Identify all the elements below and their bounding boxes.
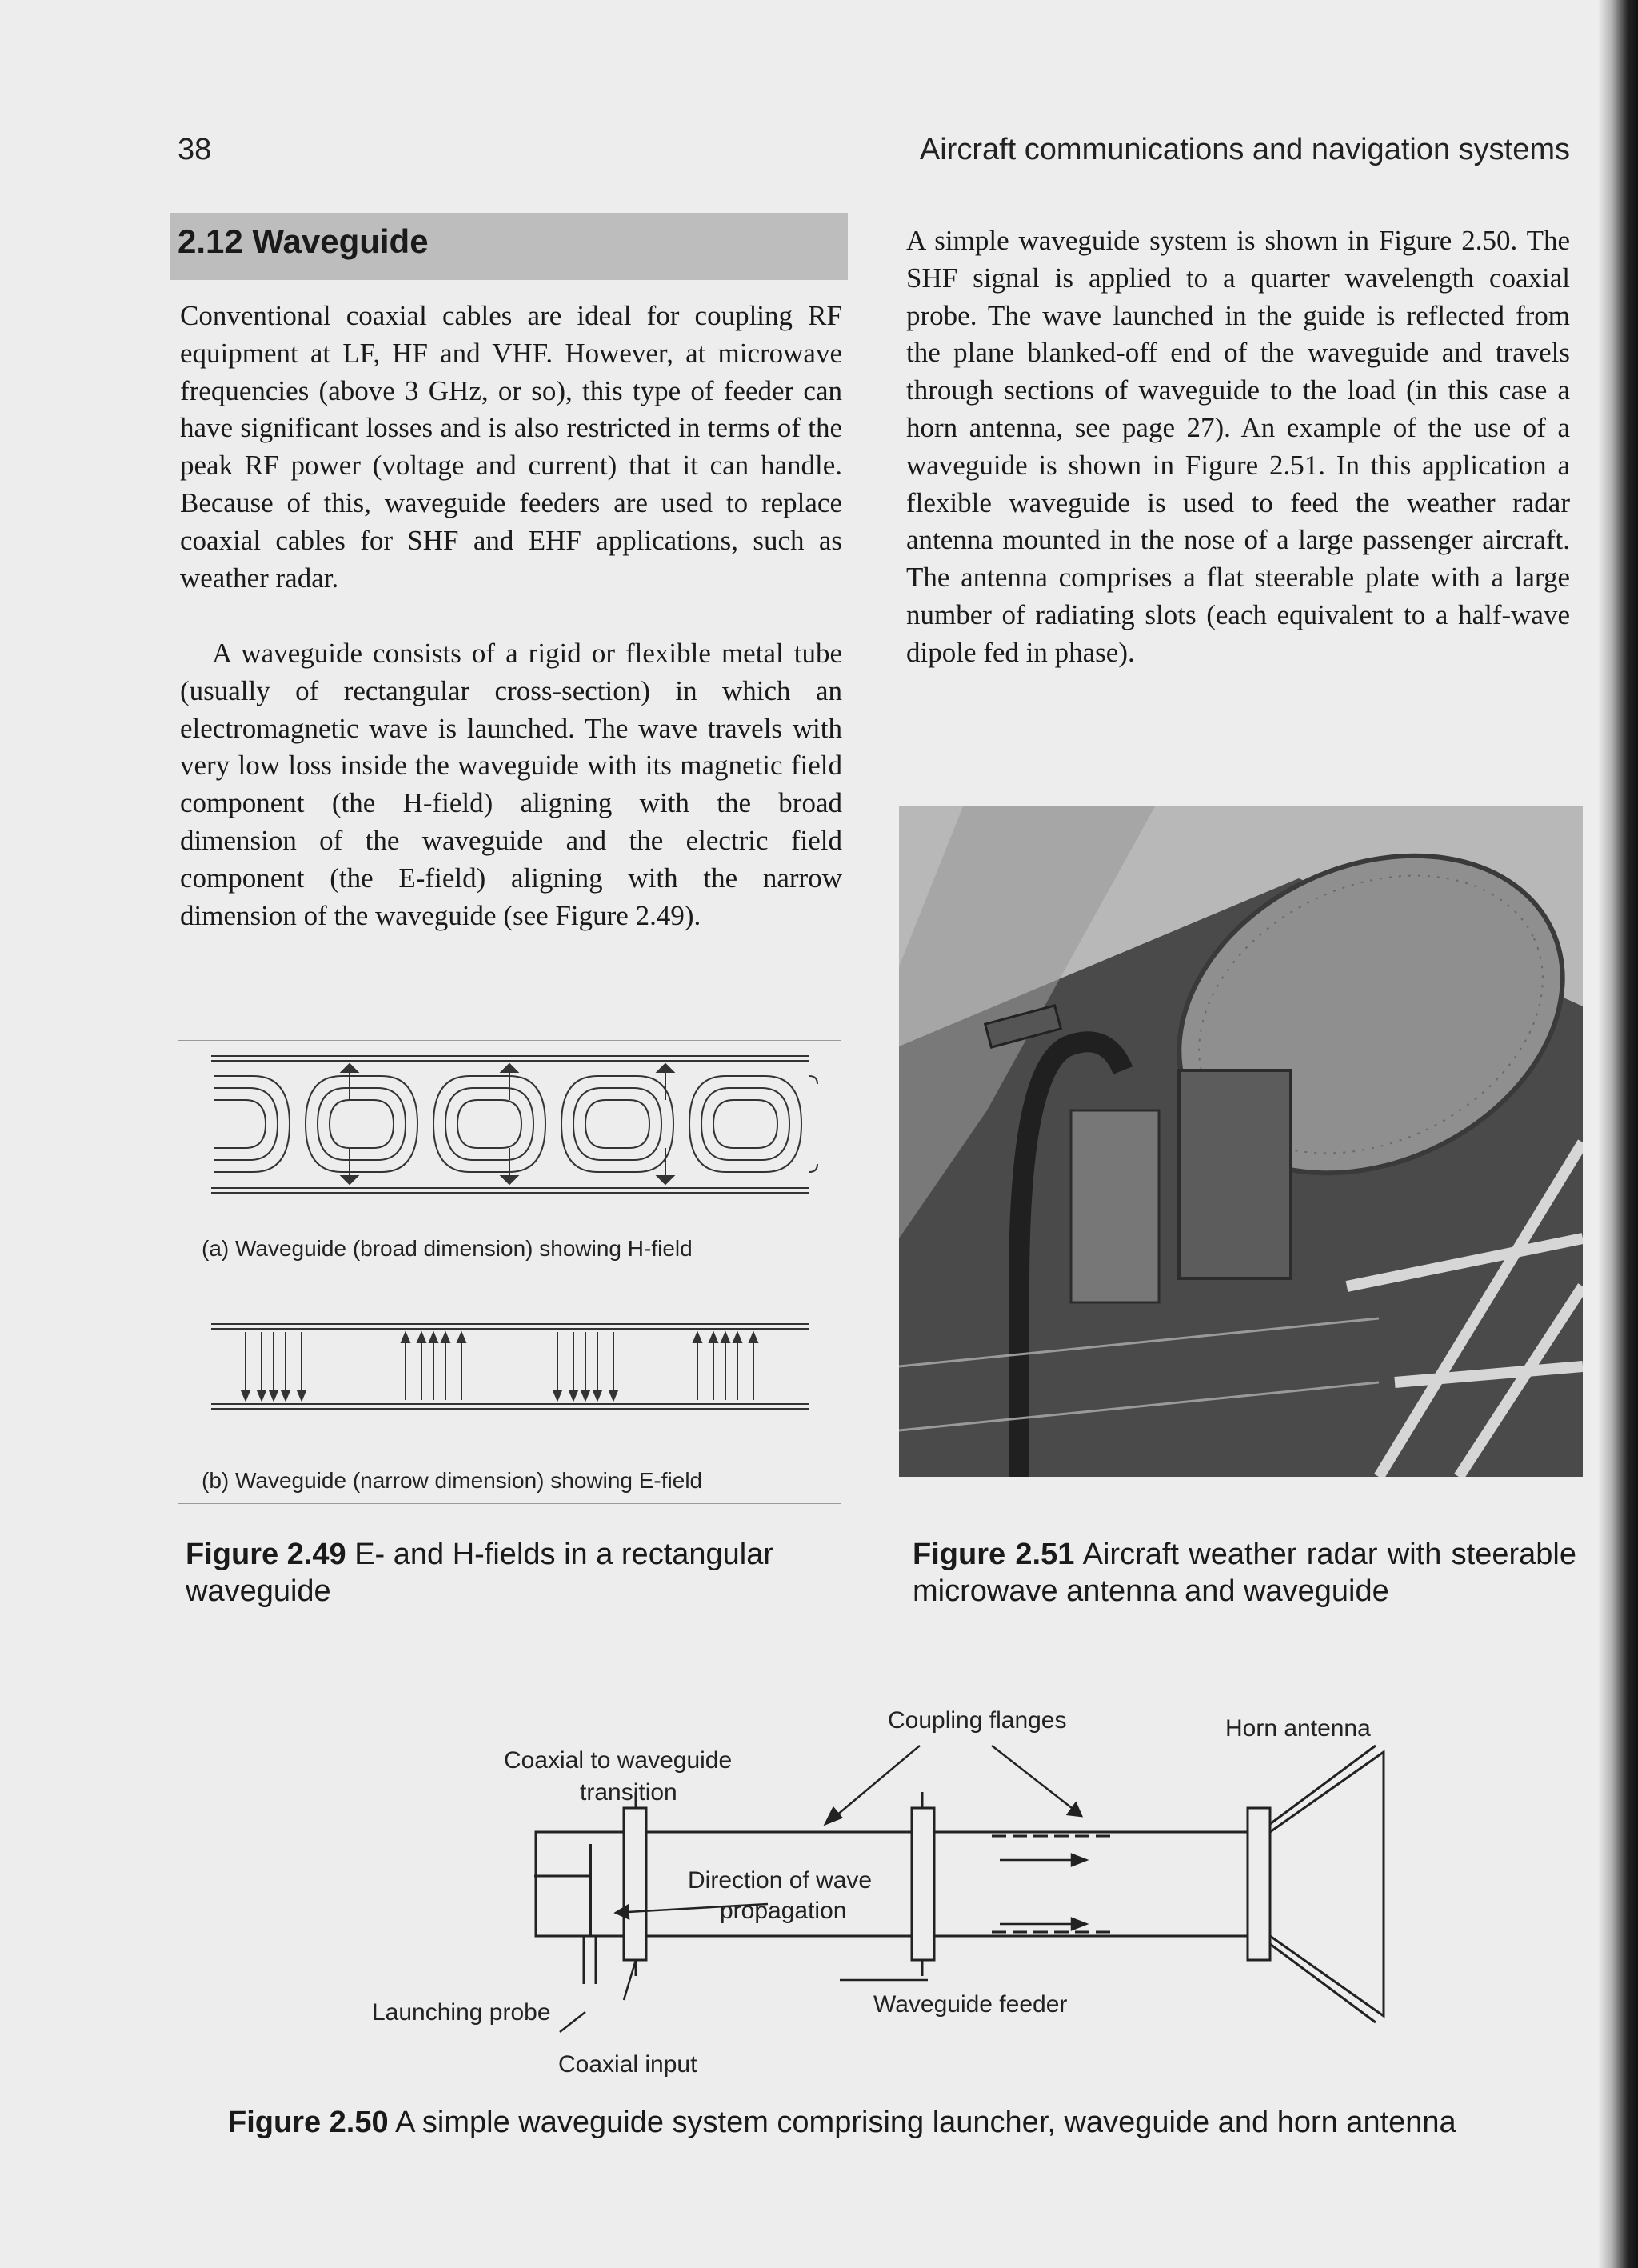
figure-2-50-label: Figure 2.50 (228, 2106, 389, 2139)
fig49-subcaption-b: (b) Waveguide (narrow dimension) showing E-field (202, 1468, 703, 1493)
figure-2-51-label: Figure 2.51 (913, 1538, 1075, 1571)
h-field-waveguide (211, 1056, 817, 1193)
label-coupling-flanges: Coupling flanges (888, 1707, 1067, 1734)
left-paragraph-2: A waveguide consists of a rigid or flexible metal tube (usually of rectangular cross-section) in which an electromagnetic wave is launched. The wave travels with very low loss inside the waveguide with its magnetic field component (the H-field) aligning with the broad dimension of the waveguide and the electric field component (the E-field) aligning with the narrow dimension of the waveguide (see Figure 2.49). (180, 638, 842, 931)
fig49-subcaption-a: (a) Waveguide (broad dimension) showing H-field (202, 1236, 693, 1261)
figure-2-50-caption-text: A simple waveguide system comprising launcher, waveguide and horn antenna (388, 2106, 1456, 2139)
label-horn-antenna: Horn antenna (1225, 1715, 1371, 1742)
e-field-up-group-2 (693, 1333, 757, 1400)
label-coaxial-input: Coaxial input (558, 2051, 697, 2078)
label-direction-line-2: propagation (720, 1898, 847, 1924)
right-paragraph-1: A simple waveguide system is shown in Figure 2.50. The SHF signal is applied to a quarter wavelength coaxial probe. The wave launched in the guide is reflected from the plane blanked-off end of the waveguide and travels through sections of waveguide to the load (in this case a horn antenna, see page 27). An example of the use of a waveguide is shown in Figure 2.51. In this application a flexible waveguide is used to feed the weather radar antenna mounted in the nose of a large passenger aircraft. The antenna comprises a flat steerable plate with a large number of radiating slots (each equivalent to a half-wave dipole fed in phase). (906, 225, 1570, 668)
label-waveguide-feeder: Waveguide feeder (873, 1991, 1068, 2018)
figure-2-49-label: Figure 2.49 (186, 1538, 346, 1571)
figure-2-51-caption (913, 1536, 1576, 1610)
label-launching-probe: Launching probe (372, 1999, 551, 2026)
figure-2-51-caption-text: Aircraft weather radar with steerable microwave antenna and waveguide (913, 1538, 1576, 1608)
label-transition-line-1: Coaxial to waveguide (504, 1747, 733, 1774)
e-field-waveguide (211, 1324, 809, 1409)
page-number: 38 (178, 133, 212, 166)
h-field-arrows (342, 1064, 673, 1184)
figure-2-51-photo (899, 806, 1583, 1477)
antenna-mount (1179, 1070, 1291, 1278)
figure-2-49-caption (186, 1536, 865, 1610)
page-edge-shadow (1598, 0, 1638, 2268)
figure-2-50-caption (228, 2104, 1588, 2141)
section-heading: 2.12 Waveguide (178, 222, 429, 260)
left-paragraph-1: Conventional coaxial cables are ideal for coupling RF equipment at LF, HF and VHF. However, at microwave frequencies (above 3 GHz, or so), this type of feeder can have significant losses and is also restricted in terms of the peak RF power (voltage and current) that it can handle. Because of this, waveguide feeders are used to replace coaxial cables for SHF and EHF applications, such as weather radar. (180, 300, 842, 594)
figure-2-49-diagram (178, 1040, 841, 1504)
h-field-loops (214, 1076, 817, 1172)
e-field-down-group-1 (242, 1332, 306, 1400)
e-field-down-group-2 (553, 1332, 617, 1400)
figure-2-49-caption-text: E- and H-fields in a rectangular waveguide (186, 1538, 774, 1608)
figure-2-50-diagram (352, 1696, 1408, 2088)
label-direction-line-1: Direction of wave (688, 1867, 873, 1894)
running-head: Aircraft communications and navigation systems (919, 133, 1570, 166)
label-transition-line-2: transition (580, 1779, 677, 1806)
e-field-up-group-1 (402, 1333, 465, 1400)
